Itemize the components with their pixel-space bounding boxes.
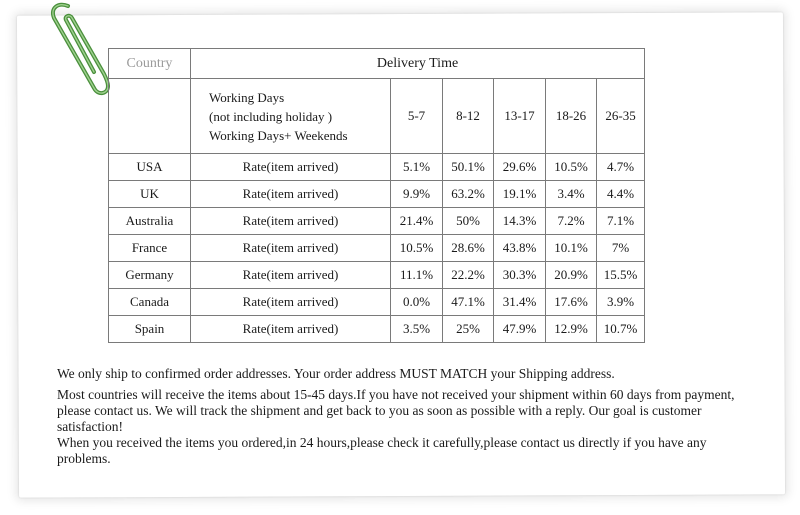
rate-value-cell: 63.2% bbox=[443, 181, 494, 208]
rate-value-cell: 29.6% bbox=[494, 154, 546, 181]
rate-value-cell: 43.8% bbox=[494, 235, 546, 262]
table-row bbox=[109, 289, 645, 316]
range-cell: 18-26 bbox=[546, 79, 597, 154]
country-cell: Canada bbox=[109, 289, 191, 316]
rate-label-cell: Rate(item arrived) bbox=[191, 154, 391, 181]
rate-value-cell: 11.1% bbox=[391, 262, 443, 289]
address-note: We only ship to confirmed order addresses. Your order address MUST MATCH your Shipping address. bbox=[57, 366, 615, 381]
rate-value-cell: 10.1% bbox=[546, 235, 597, 262]
rate-value-cell: 31.4% bbox=[494, 289, 546, 316]
rate-value-cell: 28.6% bbox=[443, 235, 494, 262]
rate-value-cell: 7% bbox=[597, 235, 645, 262]
inspection-note: When you received the items you ordered,in 24 hours,please check it carefully,please contact us directly if you have any problems. bbox=[57, 435, 707, 466]
rate-value-cell: 47.1% bbox=[443, 289, 494, 316]
rate-value-cell: 15.5% bbox=[597, 262, 645, 289]
country-cell: Germany bbox=[109, 262, 191, 289]
rate-label-cell: Rate(item arrived) bbox=[191, 208, 391, 235]
country-cell: USA bbox=[109, 154, 191, 181]
rate-value-cell: 7.2% bbox=[546, 208, 597, 235]
rate-label-cell: Rate(item arrived) bbox=[191, 289, 391, 316]
country-cell: France bbox=[109, 235, 191, 262]
rate-label-cell: Rate(item arrived) bbox=[191, 316, 391, 343]
rate-label-cell: Rate(item arrived) bbox=[191, 235, 391, 262]
working-days-note bbox=[191, 79, 391, 154]
range-cell: 8-12 bbox=[443, 79, 494, 154]
rate-value-cell: 21.4% bbox=[391, 208, 443, 235]
table-row bbox=[109, 262, 645, 289]
rate-label-cell: Rate(item arrived) bbox=[191, 181, 391, 208]
range-header-row bbox=[109, 79, 645, 154]
table-row bbox=[109, 316, 645, 343]
table-row bbox=[109, 181, 645, 208]
table-body bbox=[109, 154, 645, 343]
rate-value-cell: 47.9% bbox=[494, 316, 546, 343]
rate-value-cell: 7.1% bbox=[597, 208, 645, 235]
range-cell: 13-17 bbox=[494, 79, 546, 154]
range-cell: 26-35 bbox=[597, 79, 645, 154]
rate-value-cell: 9.9% bbox=[391, 181, 443, 208]
table-row bbox=[109, 208, 645, 235]
rate-value-cell: 30.3% bbox=[494, 262, 546, 289]
rate-value-cell: 12.9% bbox=[546, 316, 597, 343]
weekends-line: Working Days+ Weekends bbox=[209, 127, 348, 143]
country-cell: Spain bbox=[109, 316, 191, 343]
empty-cell bbox=[109, 79, 191, 154]
rate-value-cell: 10.5% bbox=[391, 235, 443, 262]
rate-value-cell: 20.9% bbox=[546, 262, 597, 289]
delivery-time-header: Delivery Time bbox=[191, 49, 645, 79]
paperclip-icon bbox=[28, 0, 114, 100]
rate-value-cell: 19.1% bbox=[494, 181, 546, 208]
rate-value-cell: 3.5% bbox=[391, 316, 443, 343]
country-cell: UK bbox=[109, 181, 191, 208]
rate-value-cell: 22.2% bbox=[443, 262, 494, 289]
shipping-notes bbox=[57, 366, 737, 467]
rate-value-cell: 4.7% bbox=[597, 154, 645, 181]
table-row bbox=[109, 235, 645, 262]
working-days-line: Working Days bbox=[209, 89, 285, 105]
rate-value-cell: 50.1% bbox=[443, 154, 494, 181]
rate-label-cell: Rate(item arrived) bbox=[191, 262, 391, 289]
rate-value-cell: 3.4% bbox=[546, 181, 597, 208]
rate-value-cell: 5.1% bbox=[391, 154, 443, 181]
rate-value-cell: 17.6% bbox=[546, 289, 597, 316]
country-cell: Australia bbox=[109, 208, 191, 235]
delivery-rate-table bbox=[108, 48, 645, 343]
table-header-row bbox=[109, 49, 645, 79]
holiday-note-line: (not including holiday ) bbox=[209, 108, 333, 124]
rate-value-cell: 14.3% bbox=[494, 208, 546, 235]
rate-value-cell: 25% bbox=[443, 316, 494, 343]
rate-value-cell: 50% bbox=[443, 208, 494, 235]
rate-value-cell: 0.0% bbox=[391, 289, 443, 316]
delivery-note: Most countries will receive the items about 15-45 days.If you have not received your shipment within 60 days from payment, please contact us. We will track the shipment and get back to you as soon as possible with a reply. Our goal is customer satisfaction! bbox=[57, 387, 735, 434]
rate-value-cell: 10.7% bbox=[597, 316, 645, 343]
country-header: Country bbox=[109, 49, 191, 79]
range-cell: 5-7 bbox=[391, 79, 443, 154]
rate-value-cell: 3.9% bbox=[597, 289, 645, 316]
rate-value-cell: 4.4% bbox=[597, 181, 645, 208]
table-row bbox=[109, 154, 645, 181]
rate-value-cell: 10.5% bbox=[546, 154, 597, 181]
